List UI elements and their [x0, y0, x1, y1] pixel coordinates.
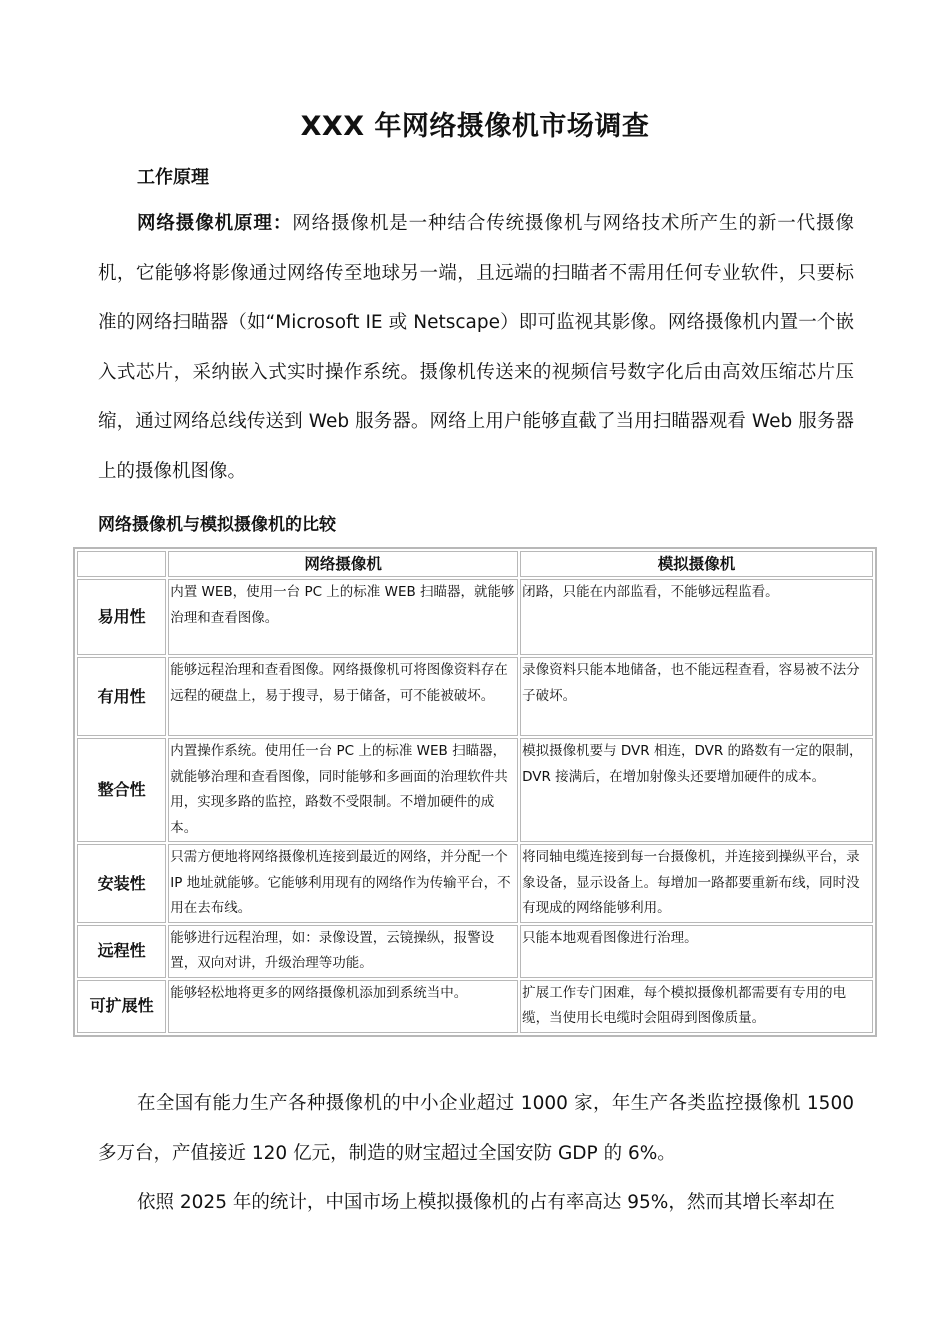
analog-cell: 闭路，只能在内部监看，不能够远程监看。: [520, 579, 873, 655]
row-label: 安装性: [77, 844, 166, 923]
analog-cell: 将同轴电缆连接到每一台摄像机，并连接到操纵平台，录象设备，显示设备上。每增加一路都要重新布线，同时没有现成的网络能够利用。: [520, 844, 873, 923]
section-heading: 工作原理: [137, 167, 209, 188]
row-label: 有用性: [77, 657, 166, 736]
row-label: 远程性: [77, 925, 166, 978]
row-label: 整合性: [77, 738, 166, 842]
table-row: [77, 925, 873, 978]
market-paragraph: 在全国有能力生产各种摄像机的中小企业超过 1000 家，年生产各类监控摄像机 1500 多万台，产值接近 120 亿元，制造的财宝超过全国安防 GDP 的 6%。: [98, 1093, 854, 1164]
table-header-row: [77, 551, 873, 577]
table-row: [77, 657, 873, 736]
network-cell: 内置操作系统。使用任一台 PC 上的标准 WEB 扫瞄器，就能够治理和查看图像，同时能够和多画面的治理软件共用，实现多路的监控，路数不受限制。不增加硬件的成本。: [168, 738, 518, 842]
intro-lead: 网络摄像机原理：: [137, 213, 293, 234]
header-cell-network: 网络摄像机: [168, 551, 518, 577]
table-heading: 网络摄像机与模拟摄像机的比较: [98, 515, 336, 535]
network-cell: 能够远程治理和查看图像。网络摄像机可将图像资料存在远程的硬盘上，易于搜寻，易于储备，可不能被破坏。: [168, 657, 518, 736]
analog-cell: 录像资料只能本地储备，也不能远程查看，容易被不法分子破坏。: [520, 657, 873, 736]
network-cell: 能够进行远程治理，如：录像设置，云镜操纵，报警设置，双向对讲，升级治理等功能。: [168, 925, 518, 978]
analog-cell: 扩展工作专门困难，每个模拟摄像机都需要有专用的电缆，当使用长电缆时会阻碍到图像质量。: [520, 980, 873, 1033]
network-cell: 内置 WEB，使用一台 PC 上的标准 WEB 扫瞄器，就能够治理和查看图像。: [168, 579, 518, 655]
row-label: 易用性: [77, 579, 166, 655]
document-title: XXX 年网络摄像机市场调查: [300, 111, 650, 142]
network-cell: 能够轻松地将更多的网络摄像机添加到系统当中。: [168, 980, 518, 1033]
statistics-paragraph: 依照 2025 年的统计，中国市场上模拟摄像机的占有率高达 95%，然而其增长率却在: [137, 1192, 835, 1213]
header-cell-empty: [77, 551, 166, 577]
table-row: [77, 980, 873, 1033]
intro-text: 网络摄像机是一种结合传统摄像机与网络技术所产生的新一代摄像机，它能够将影像通过网络传至地球另一端，且远端的扫瞄者不需用任何专业软件，只要标准的网络扫瞄器（如“Microsoft IE 或 Netscape）即可监视其影像。网络摄像机内置一个嵌入式芯片，采纳嵌入式实时操作系统。摄像机传送来的视频信号数字化后由高效压缩芯片压缩，通过网络总线传送到 Web 服务器。网络上用户能够直截了当用扫瞄器观看 Web 服务器上的摄像机图像。: [98, 213, 854, 482]
network-cell: 只需方便地将网络摄像机连接到最近的网络，并分配一个 IP 地址就能够。它能够利用现有的网络作为传输平台，不用在去布线。: [168, 844, 518, 923]
table-row: [77, 738, 873, 842]
table-row: [77, 844, 873, 923]
header-cell-analog: 模拟摄像机: [520, 551, 873, 577]
intro-paragraph: [98, 199, 854, 496]
comparison-table: [73, 547, 877, 1037]
table-row: [77, 579, 873, 655]
analog-cell: 只能本地观看图像进行治理。: [520, 925, 873, 978]
row-label: 可扩展性: [77, 980, 166, 1033]
analog-cell: 模拟摄像机要与 DVR 相连，DVR 的路数有一定的限制，DVR 接满后，在增加射像头还要增加硬件的成本。: [520, 738, 873, 842]
